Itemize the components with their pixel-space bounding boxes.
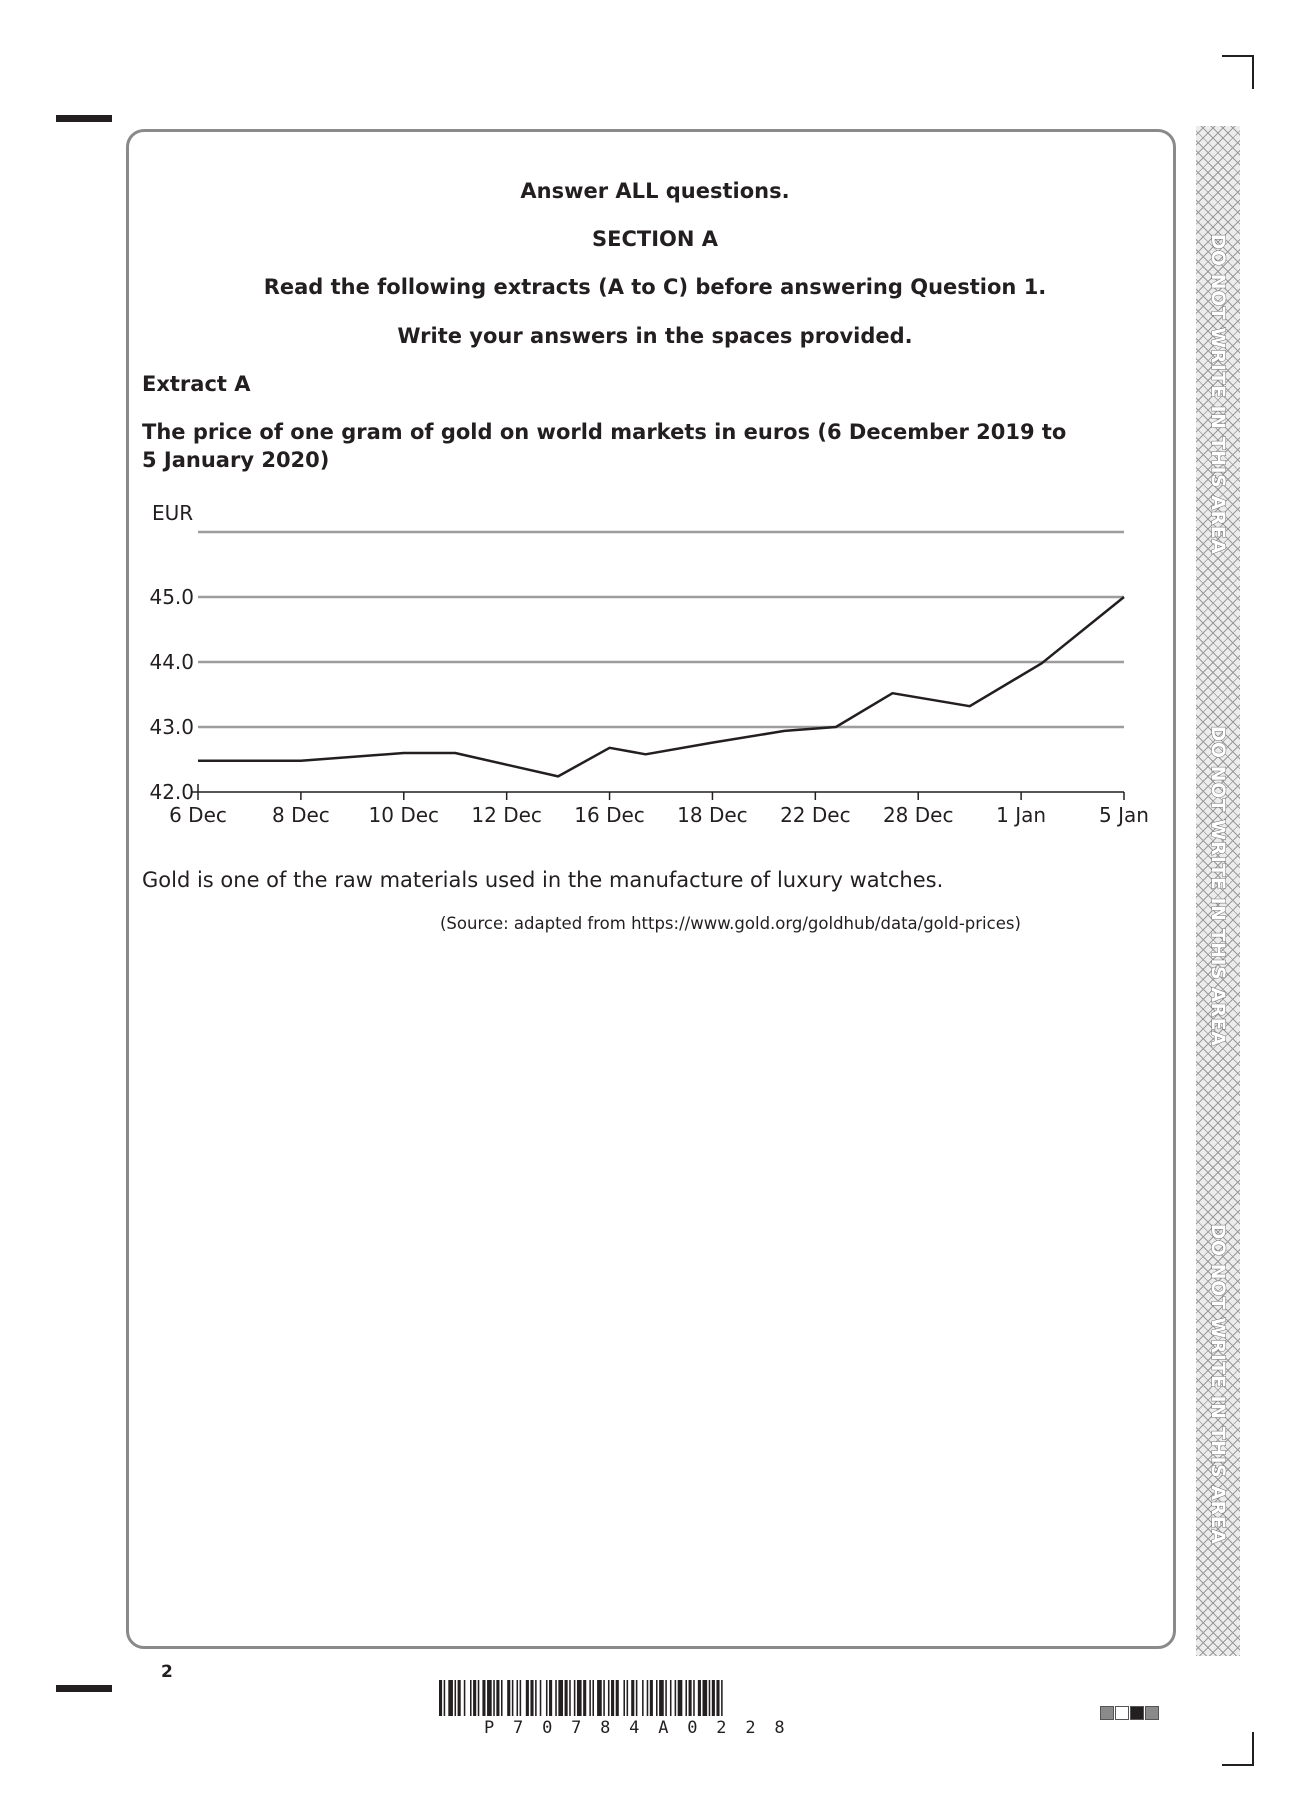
barcode-bar — [439, 1680, 442, 1716]
barcode-bar — [555, 1680, 557, 1716]
barcode-bar — [520, 1680, 522, 1716]
y-tick-label: 42.0 — [149, 780, 194, 804]
barcode-bar — [540, 1680, 542, 1716]
x-tick-label: 22 Dec — [780, 803, 851, 827]
barcode-bar — [659, 1680, 664, 1716]
barcode-bar — [608, 1680, 610, 1716]
barcode-bar — [712, 1680, 715, 1716]
barcode-bar — [647, 1680, 649, 1716]
read-instruction: Read the following extracts (A to C) before answering Question 1. — [263, 275, 1047, 299]
barcode-bar — [478, 1680, 480, 1716]
barcode-bar — [611, 1680, 614, 1716]
source-citation: (Source: adapted from https://www.gold.org/goldhub/data/gold-prices) — [440, 914, 1021, 933]
barcode-bar — [458, 1680, 461, 1716]
barcode-bar — [470, 1680, 472, 1716]
barcode-bar — [603, 1680, 605, 1716]
barcode-bar — [546, 1680, 548, 1716]
barcode-bar — [642, 1680, 644, 1716]
barcode-bar — [574, 1680, 576, 1716]
barcode-bar — [526, 1680, 529, 1716]
barcode-bar — [636, 1680, 638, 1716]
barcode-bar — [507, 1680, 510, 1716]
barcode-bar — [623, 1680, 625, 1716]
barcode-bar — [589, 1680, 591, 1716]
barcode-bar — [597, 1680, 602, 1716]
x-tick-label: 5 Jan — [1099, 803, 1149, 827]
y-tick-label: 43.0 — [149, 715, 194, 739]
barcode-bar — [473, 1680, 476, 1716]
barcode-bar — [721, 1680, 723, 1716]
page-indicator-boxes — [1100, 1706, 1159, 1720]
barcode-bar — [512, 1680, 514, 1716]
barcode-bar — [482, 1680, 485, 1716]
barcode-bar — [670, 1680, 672, 1716]
indicator-box — [1130, 1706, 1144, 1720]
side-warning-top: DO NOT WRITE IN THIS AREA — [1207, 233, 1229, 555]
barcode-bar — [685, 1680, 687, 1716]
barcode-bar — [703, 1680, 708, 1716]
y-axis-label: EUR — [152, 501, 194, 525]
indicator-box — [1115, 1706, 1129, 1720]
barcode-bar — [678, 1680, 683, 1716]
section-heading: SECTION A — [591, 227, 718, 251]
barcode-bar — [487, 1680, 492, 1716]
barcode-bar — [665, 1680, 667, 1716]
chart-title-line2: 5 January 2020) — [142, 448, 330, 472]
barcode-bar — [592, 1680, 594, 1716]
chart-title-line1: The price of one gram of gold on world markets in euros (6 December 2019 to — [142, 420, 1067, 444]
side-warning-middle: DO NOT WRITE IN THIS AREA — [1207, 725, 1229, 1047]
barcode-bar — [464, 1680, 466, 1716]
barcode-bar — [565, 1680, 568, 1716]
x-tick-label: 1 Jan — [996, 803, 1047, 827]
y-tick-label: 44.0 — [149, 650, 194, 674]
barcode-bar — [716, 1680, 719, 1716]
barcode-bar — [631, 1680, 634, 1716]
barcode-bar — [650, 1680, 653, 1716]
crop-mark-bottom-right-v — [1252, 1732, 1254, 1766]
body-text: Gold is one of the raw materials used in the manufacture of luxury watches. — [142, 868, 944, 892]
barcode-bar — [517, 1680, 519, 1716]
barcode-bar — [689, 1680, 692, 1716]
barcode-bar — [455, 1680, 457, 1716]
barcode-bar — [675, 1680, 677, 1716]
indicator-box — [1145, 1706, 1159, 1720]
x-tick-label: 8 Dec — [271, 803, 330, 827]
x-tick-label: 18 Dec — [677, 803, 748, 827]
x-tick-label: 6 Dec — [169, 803, 227, 827]
barcode-bar — [616, 1680, 619, 1716]
barcode-digits: P70784A0228 — [484, 1718, 804, 1738]
barcode-bar — [577, 1680, 582, 1716]
indicator-box — [1100, 1706, 1114, 1720]
barcode-bar — [448, 1680, 453, 1716]
y-tick-label: 45.0 — [149, 585, 194, 609]
barcode — [437, 1680, 875, 1716]
barcode-bar — [693, 1680, 695, 1716]
barcode-bar — [698, 1680, 701, 1716]
extract-label: Extract A — [142, 372, 251, 396]
barcode-bar — [558, 1680, 563, 1716]
barcode-bar — [549, 1680, 552, 1716]
page-number: 2 — [161, 1662, 173, 1682]
barcode-bar — [709, 1680, 711, 1716]
x-tick-label: 12 Dec — [471, 803, 542, 827]
barcode-bar — [530, 1680, 533, 1716]
x-tick-label: 10 Dec — [368, 803, 440, 827]
barcode-bar — [493, 1680, 495, 1716]
barcode-bar — [656, 1680, 658, 1716]
barcode-bar — [627, 1680, 629, 1716]
barcode-bar — [501, 1680, 503, 1716]
barcode-bar — [569, 1680, 571, 1716]
margin-bar-bottom-left — [56, 1685, 112, 1692]
barcode-bar — [535, 1680, 537, 1716]
barcode-bar — [444, 1680, 446, 1716]
side-warning-bottom: DO NOT WRITE IN THIS AREA — [1207, 1223, 1229, 1545]
price-line — [198, 597, 1124, 776]
instruction-heading: Answer ALL questions. — [520, 179, 790, 203]
write-instruction: Write your answers in the spaces provided. — [397, 324, 913, 348]
crop-mark-bottom-right-h — [1222, 1764, 1254, 1766]
barcode-bar — [583, 1680, 586, 1716]
x-tick-label: 28 Dec — [882, 803, 954, 827]
x-tick-label: 16 Dec — [574, 803, 645, 827]
barcode-bar — [496, 1680, 499, 1716]
